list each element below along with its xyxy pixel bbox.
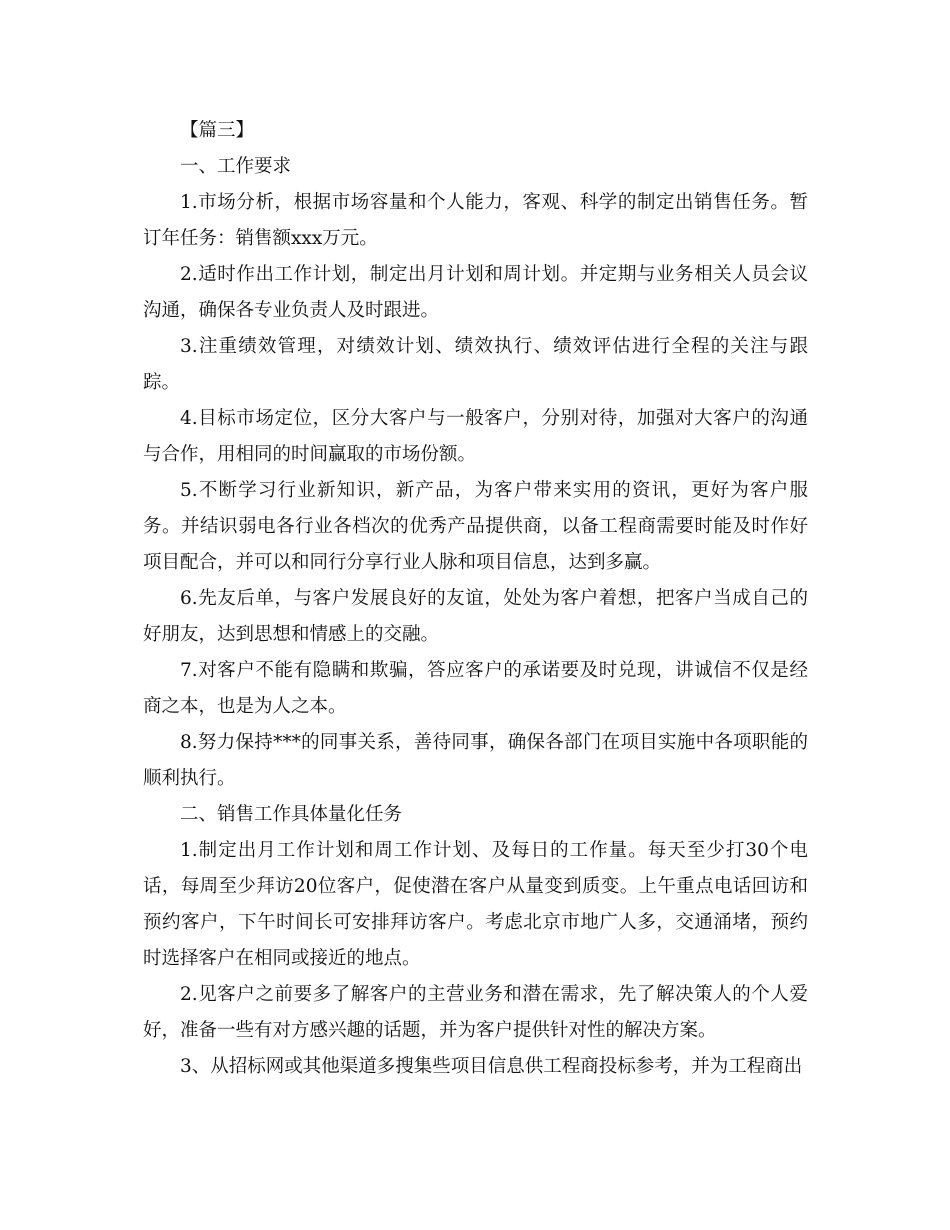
paragraph-1: 1.市场分析，根据市场容量和个人能力，客观、科学的制定出销售任务。暂订年任务：销售额xxx万元。 [143,192,808,249]
task-paragraph-2: 2.见客户之前要多了解客户的主营业务和潜在需求，先了解决策人的个人爱好，准备一些有对方感兴趣的话题，并为客户提供针对性的解决方案。 [143,984,808,1041]
paragraph-2: 2.适时作出工作计划，制定出月计划和周计划。并定期与业务相关人员会议沟通，确保各专业负责人及时跟进。 [143,264,808,321]
section-heading-work-requirements: 一、工作要求 [180,156,292,177]
task-paragraph-3: 3、从招标网或其他渠道多搜集些项目信息供工程商投标参考，并为工程商出 [180,1056,803,1077]
task-paragraph-1: 1.制定出月工作计划和周工作计划、及每日的工作量。每天至少打30个电话，每周至少拜访20位客户，促使潜在客户从量变到质变。上午重点电话回访和预约客户，下午时间长可安排拜访客户。考虑北京市地广人多，交通涌堵，预约时选择客户在相同或接近的地点。 [143,840,808,969]
paragraph-5: 5.不断学习行业新知识，新产品，为客户带来实用的资讯，更好为客户服务。并结识弱电各行业各档次的优秀产品提供商，以备工程商需要时能及时作好项目配合，并可以和同行分享行业人脉和项目信息，达到多赢。 [143,480,808,573]
section-marker: 【篇三】 [180,120,255,141]
section-heading-quantified-tasks: 二、销售工作具体量化任务 [180,804,403,825]
paragraph-6: 6.先友后单，与客户发展良好的友谊，处处为客户着想，把客户当成自己的好朋友，达到思想和情感上的交融。 [143,588,808,645]
paragraph-7: 7.对客户不能有隐瞒和欺骗，答应客户的承诺要及时兑现，讲诚信不仅是经商之本，也是为人之本。 [143,660,808,717]
document-body [143,113,808,1085]
paragraph-4: 4.目标市场定位，区分大客户与一般客户，分别对待，加强对大客户的沟通与合作，用相同的时间赢取的市场份额。 [143,408,808,465]
paragraph-8: 8.努力保持***的同事关系，善待同事，确保各部门在项目实施中各项职能的顺利执行。 [143,732,808,789]
paragraph-3: 3.注重绩效管理，对绩效计划、绩效执行、绩效评估进行全程的关注与跟踪。 [143,336,808,393]
